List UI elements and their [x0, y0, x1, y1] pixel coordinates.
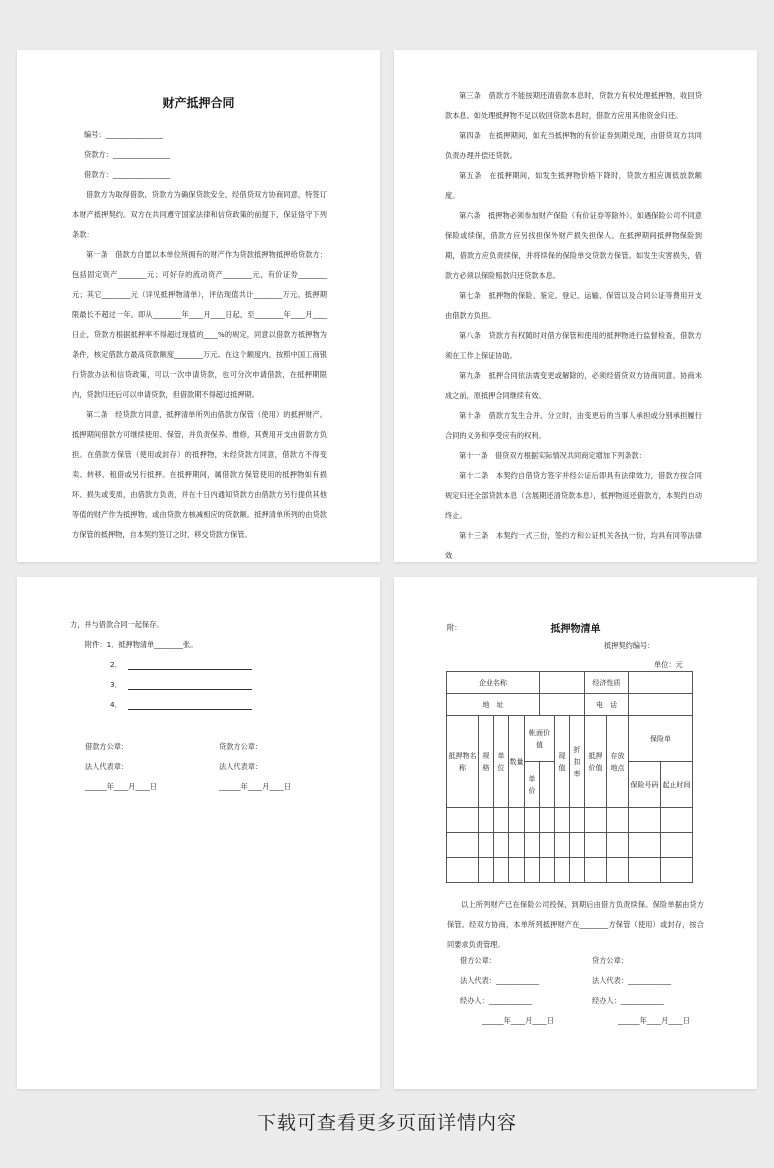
attachment-items [110, 655, 327, 715]
col-unit-price: 单价 [525, 762, 540, 808]
article-10: 第十条 借款方发生合并、分立时，由变更后的当事人承担或分别承担履行合同的义务和享受应有的权利。 [445, 411, 702, 440]
cell-nature-value [629, 672, 693, 694]
table-row [447, 833, 693, 858]
inventory-note: 以上所列财产已在保险公司投保，到期后由借方负责续保。保险单据由贷方保管。经双方协商，本单所列抵押财产在________方保管（使用）或封存，按合同要求负责管理。 [447, 900, 704, 949]
article-3: 第三条 借款方不能按期还清借款本息时，贷款方有权处理抵押物，收回贷款本息。如处理抵押物不足以收回贷款本息时，借款方应用其他资金归还。 [445, 91, 702, 120]
table-row [447, 672, 693, 694]
col-name: 抵押物名称 [447, 716, 479, 808]
article-11: 第十一条 借贷双方根据实际情况共同商定增加下列条款： [459, 451, 646, 460]
article-9: 第九条 抵押合同依法需变更或解除的，必须经借贷双方协商同意。协商未成之前，原抵押合同继续有效。 [445, 371, 702, 400]
page-2-body [445, 86, 702, 562]
attach-label: 附： [447, 623, 462, 632]
table-row [447, 808, 693, 833]
attachment-line: 附件：1．抵押物清单________张。 [85, 640, 198, 649]
article-1: 第一条 借款方自愿以本单位所拥有的财产作为贷款抵押物抵押给贷款方：包括固定资产________元；可好存的流动资产________元，有价证券________元；其它________元（详见抵押物清单），评估现值共计________万元。抵押期限最长不超过一年。即从________年____月____日起，至________年____月____日止，贷款方根据抵押率不得超过现值的____%的规定，同意以借款方抵押物为条件，核定借款方最高贷款额度________万元。在这个额度内，按照中国工商银行贷款办法和信贷政策，可以一次申请贷款，也可分次申请借款，在抵押期限内，贷款归还后可以申请贷款，但借款期不得超过抵押期。 [72, 250, 327, 399]
article-6: 第六条 抵押物必须参加财产保险（有价证券等除外）。如遇保险公司不同意保险或续保，借款方应另找担保外财产损失担保人。在抵押期间抵押物保险到期，借款方应负责续保，并将续保的保险单交贷款方保管。如发生灾害损失，借款方必须以保险赔款归还贷款本息。 [445, 211, 702, 280]
page-1 [17, 50, 380, 562]
cell-address-value [540, 694, 585, 716]
cell-company-value [540, 672, 585, 694]
article-12: 第十二条 本契约自借贷方签字并经公证后即具有法律效力，借款方按合同规定归还全部贷款本息（含展期还清贷款本息），抵押物返还借款方，本契约自动终止。 [445, 471, 702, 520]
article-5: 第五条 在抵押期间，如发生抵押物价格下降时，贷款方相应调低放款额度。 [445, 171, 702, 200]
page-1-body [72, 125, 327, 545]
cell-company-label: 企业名称 [447, 672, 540, 694]
intro-paragraph: 借款方为取得借款，贷款方为确保贷款安全，经借贷双方协商同意，特签订本财产抵押契约。双方在共同遵守国家法律和信贷政策的前提下，保证恪守下列条款： [72, 190, 327, 239]
table-row [447, 694, 693, 716]
attachment-item: 4． [110, 695, 327, 715]
table-row [447, 858, 693, 883]
col-location: 存放地点 [607, 716, 629, 808]
signature-borrower: 借方公章： 法人代表：____________ 经办人：____________ ______年____月____日 [460, 956, 554, 1025]
contract-title: 财产抵押合同 [162, 96, 235, 110]
inventory-title: 抵押物清单 [550, 624, 601, 635]
col-spec: 规格 [479, 716, 494, 808]
cell-nature-label: 经济性质 [585, 672, 629, 694]
col-unit: 单位 [494, 716, 509, 808]
col-period: 起止时间 [661, 762, 693, 808]
page-3 [17, 577, 380, 1089]
article-2: 第二条 经贷款方同意，抵押清单所列由借款方保管（使用）的抵押财产。抵押期间借款方可继续使用、保管，并负责保养、维修，其费用开支由借款方负担。在借款方保管（使用或封存）的抵押物，未经贷款方同意，借款方不得变卖、转移、租借或另行抵押。在抵押期间，属借款方保管使用的抵押物如有损坏、损失或变质，由借款方负责，并在十日内通知贷款方由借款方另行提供其他等值的财产作为抵押物，或由贷款方核减相应的贷款额。抵押清单所列的由贷款方保管的抵押物，自本契约签订之时，移交贷款方保管。 [72, 410, 327, 539]
col-mortgage-value: 抵押价值 [585, 716, 607, 808]
table-header-row [447, 716, 693, 762]
page-3-body [70, 615, 327, 715]
signature-lender: 贷方公章： 法人代表：____________ 经办人：____________ ______年____月____日 [592, 956, 690, 1025]
article-7: 第七条 抵押物的保险、鉴定、登记、运输、保管以及合同公证等费用开支由借款方负担。 [445, 291, 702, 320]
col-current: 现值 [555, 716, 570, 808]
attachment-item: 2． [110, 655, 327, 675]
footer-caption: 下载可查看更多页面详情内容 [256, 1112, 517, 1134]
article-8: 第八条 贷款方有权随时对借方保管和使用的抵押物进行监督检查，借款方须在工作上保证协助。 [445, 331, 702, 360]
unit-label: 单位：元 [654, 660, 683, 669]
field-lender: 贷款方：________________ [84, 150, 171, 159]
contract-number-label: 抵押契约编号： [604, 641, 655, 650]
attachment-item: 3． [110, 675, 327, 695]
col-rate: 折扣率 [570, 716, 585, 808]
page-2 [394, 50, 757, 562]
article-13-continued: 力，并与借款合同一起保存。 [70, 620, 164, 629]
signature-borrower: 借款方公章： 法人代表章： ______年____月____日 [85, 742, 157, 791]
col-qty: 数量 [509, 716, 525, 808]
col-face-value: 帐面价值 [525, 716, 555, 762]
inventory-table [446, 671, 693, 883]
article-13: 第十三条 本契约一式三份，签约方和公证机关各执一份，均具有同等法律效 [445, 531, 702, 560]
cell-phone-label: 电 话 [585, 694, 629, 716]
cell-phone-value [629, 694, 693, 716]
signature-lender: 贷款方公章： 法人代表章： ______年____月____日 [219, 742, 291, 791]
col-policy: 保险单 [629, 716, 693, 762]
cell-address-label: 地 址 [447, 694, 540, 716]
field-number: 编号：________________ [84, 130, 164, 139]
col-blank [540, 762, 555, 808]
field-borrower: 借款方：________________ [84, 170, 171, 179]
article-4: 第四条 在抵押期间，如充当抵押物的有价证券到期兑现，由借贷双方共同负责办理并偿还贷款。 [445, 131, 702, 160]
col-policy-no: 保险号码 [629, 762, 661, 808]
